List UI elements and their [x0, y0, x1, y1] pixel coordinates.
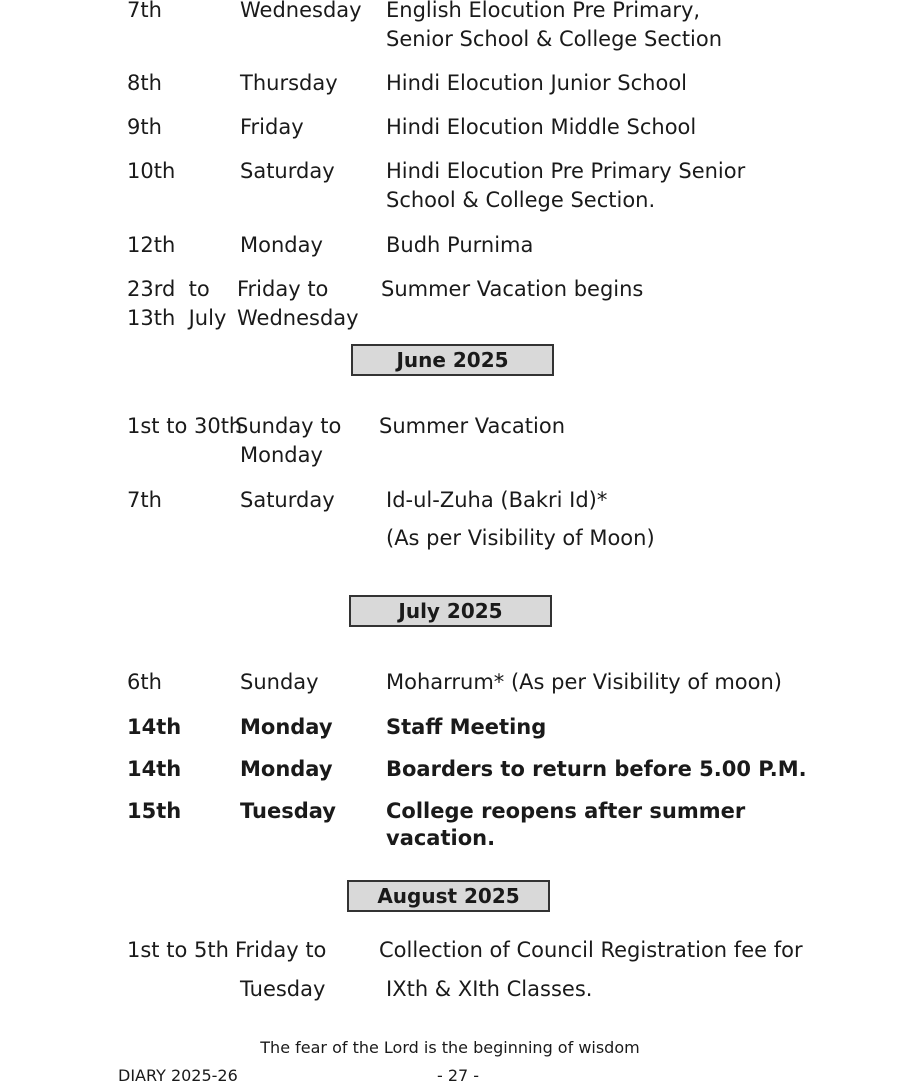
- entry-event-line: School & College Section.: [386, 188, 656, 212]
- entry-day: Friday: [240, 115, 304, 139]
- entry-event-line: Hindi Elocution Middle School: [386, 115, 697, 139]
- entry-event-line: Boarders to return before 5.00 P.M.: [386, 757, 807, 781]
- entry-day: Sunday to: [235, 414, 342, 438]
- entry-day: Monday: [240, 233, 323, 257]
- entry-date: 7th: [127, 488, 162, 512]
- entry-event-line: Staff Meeting: [386, 715, 547, 739]
- entry-day: Monday: [240, 757, 333, 781]
- entry-date: 10th: [127, 159, 176, 183]
- month-heading-august: August 2025: [347, 880, 550, 912]
- entry-date: 7th: [127, 0, 162, 22]
- month-heading-july: July 2025: [349, 595, 552, 627]
- entry-day: Sunday: [240, 670, 319, 694]
- entry-event-line: Budh Purnima: [386, 233, 534, 257]
- page-number: - 27 -: [437, 1066, 480, 1085]
- entry-day: Thursday: [240, 71, 338, 95]
- entry-date: 23rd to: [127, 277, 210, 301]
- entry-event-line: Summer Vacation: [379, 414, 566, 438]
- entry-event-line: Moharrum* (As per Visibility of moon): [386, 670, 782, 694]
- entry-event-line: English Elocution Pre Primary,: [386, 0, 701, 22]
- entry-date: 9th: [127, 115, 162, 139]
- entry-event-line: Collection of Council Registration fee for: [379, 938, 803, 962]
- entry-event-line: Senior School & College Section: [386, 27, 723, 51]
- entry-date: 15th: [127, 799, 182, 823]
- entry-event-line: College reopens after summer: [386, 799, 746, 823]
- entry-day: Tuesday: [240, 977, 326, 1001]
- entry-day: Friday to: [237, 277, 329, 301]
- entry-date: 6th: [127, 670, 162, 694]
- entry-day: Monday: [240, 715, 333, 739]
- footer-diary-label: DIARY 2025-26: [118, 1066, 238, 1085]
- entry-day: Wednesday: [240, 0, 362, 22]
- entry-date: 14th: [127, 715, 182, 739]
- month-heading-june: June 2025: [351, 344, 554, 376]
- entry-date: 14th: [127, 757, 182, 781]
- entry-event-line: Summer Vacation begins: [381, 277, 644, 301]
- entry-event-line: Id-ul-Zuha (Bakri Id)*: [386, 488, 608, 512]
- entry-event-line: (As per Visibility of Moon): [386, 526, 655, 550]
- entry-day: Friday to: [235, 938, 327, 962]
- entry-date: 1st to 30th: [127, 414, 243, 438]
- entry-date: 8th: [127, 71, 162, 95]
- entry-day: Tuesday: [240, 799, 336, 823]
- entry-event-line: Hindi Elocution Junior School: [386, 71, 688, 95]
- entry-date: 13th July: [127, 306, 227, 330]
- entry-date: 1st to 5th: [127, 938, 229, 962]
- entry-event-line: Hindi Elocution Pre Primary Senior: [386, 159, 746, 183]
- entry-event-line: IXth & XIth Classes.: [386, 977, 593, 1001]
- entry-day: Wednesday: [237, 306, 359, 330]
- entry-day: Saturday: [240, 488, 335, 512]
- entry-date: 12th: [127, 233, 176, 257]
- entry-day: Saturday: [240, 159, 335, 183]
- entry-day: Monday: [240, 443, 323, 467]
- entry-event-line: vacation.: [386, 826, 496, 850]
- footer-quote: The fear of the Lord is the beginning of wisdom: [260, 1038, 640, 1057]
